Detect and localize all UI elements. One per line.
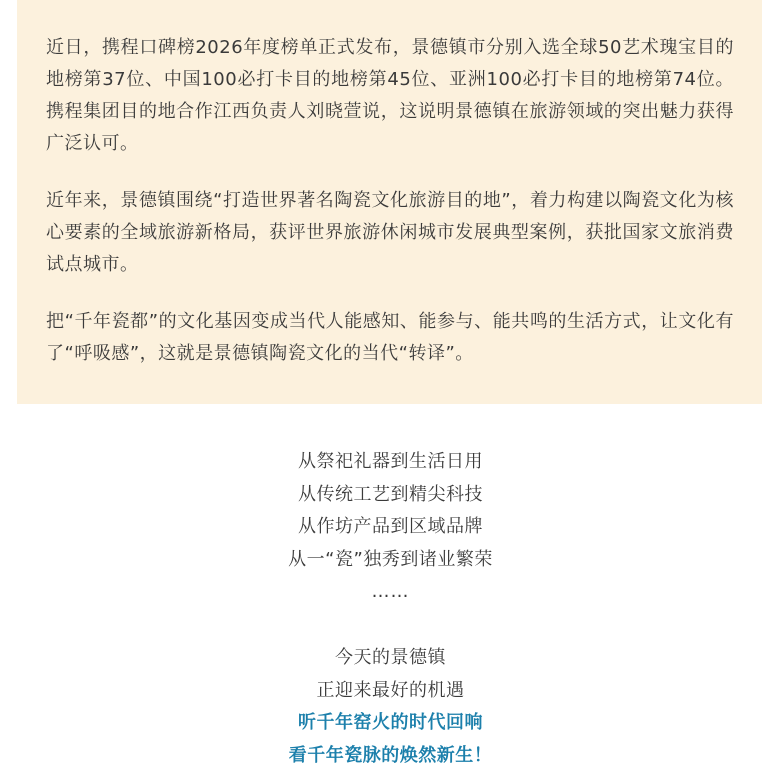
verse-line: 从一“瓷”独秀到诸业繁荣 — [288, 548, 493, 570]
paragraph-ranking: 近日，携程口碑榜2026年度榜单正式发布，景德镇市分别入选全球50艺术瑰宝目的地榜第37位、中国100必打卡目的地榜第45位、亚洲100必打卡目的地榜第74位。携程集团目的地合作江西负责人刘晓萱说，这说明景德镇在旅游领域的突出魅力获得广泛认可。 — [46, 37, 734, 154]
highlight-line: 看千年瓷脉的焕然新生！ — [288, 744, 493, 766]
verse-line: 从传统工艺到精尖科技 — [298, 483, 483, 505]
intro-note-box — [17, 0, 762, 404]
verse-line: 从作坊产品到区域品牌 — [298, 516, 483, 537]
closing-line: 今天的景德镇 — [335, 647, 446, 668]
paragraph-cultural-translation: 把“千年瓷都”的文化基因变成当代人能感知、能参与、能共鸣的生活方式，让文化有了“呼吸感”，这就是景德镇陶瓷文化的当代“转译”。 — [46, 311, 734, 364]
verse-block — [0, 446, 781, 609]
closing-block — [0, 642, 781, 772]
highlight-line: 听千年窑火的时代回响 — [298, 712, 483, 733]
verse-ellipsis: …… — [371, 581, 410, 602]
verse-line: 从祭祀礼器到生活日用 — [298, 451, 483, 472]
closing-line: 正迎来最好的机遇 — [316, 679, 465, 701]
paragraph-tourism-strategy: 近年来，景德镇围绕“打造世界著名陶瓷文化旅游目的地”，着力构建以陶瓷文化为核心要素的全域旅游新格局，获评世界旅游休闲城市发展典型案例，获批国家文旅消费试点城市。 — [46, 190, 734, 275]
